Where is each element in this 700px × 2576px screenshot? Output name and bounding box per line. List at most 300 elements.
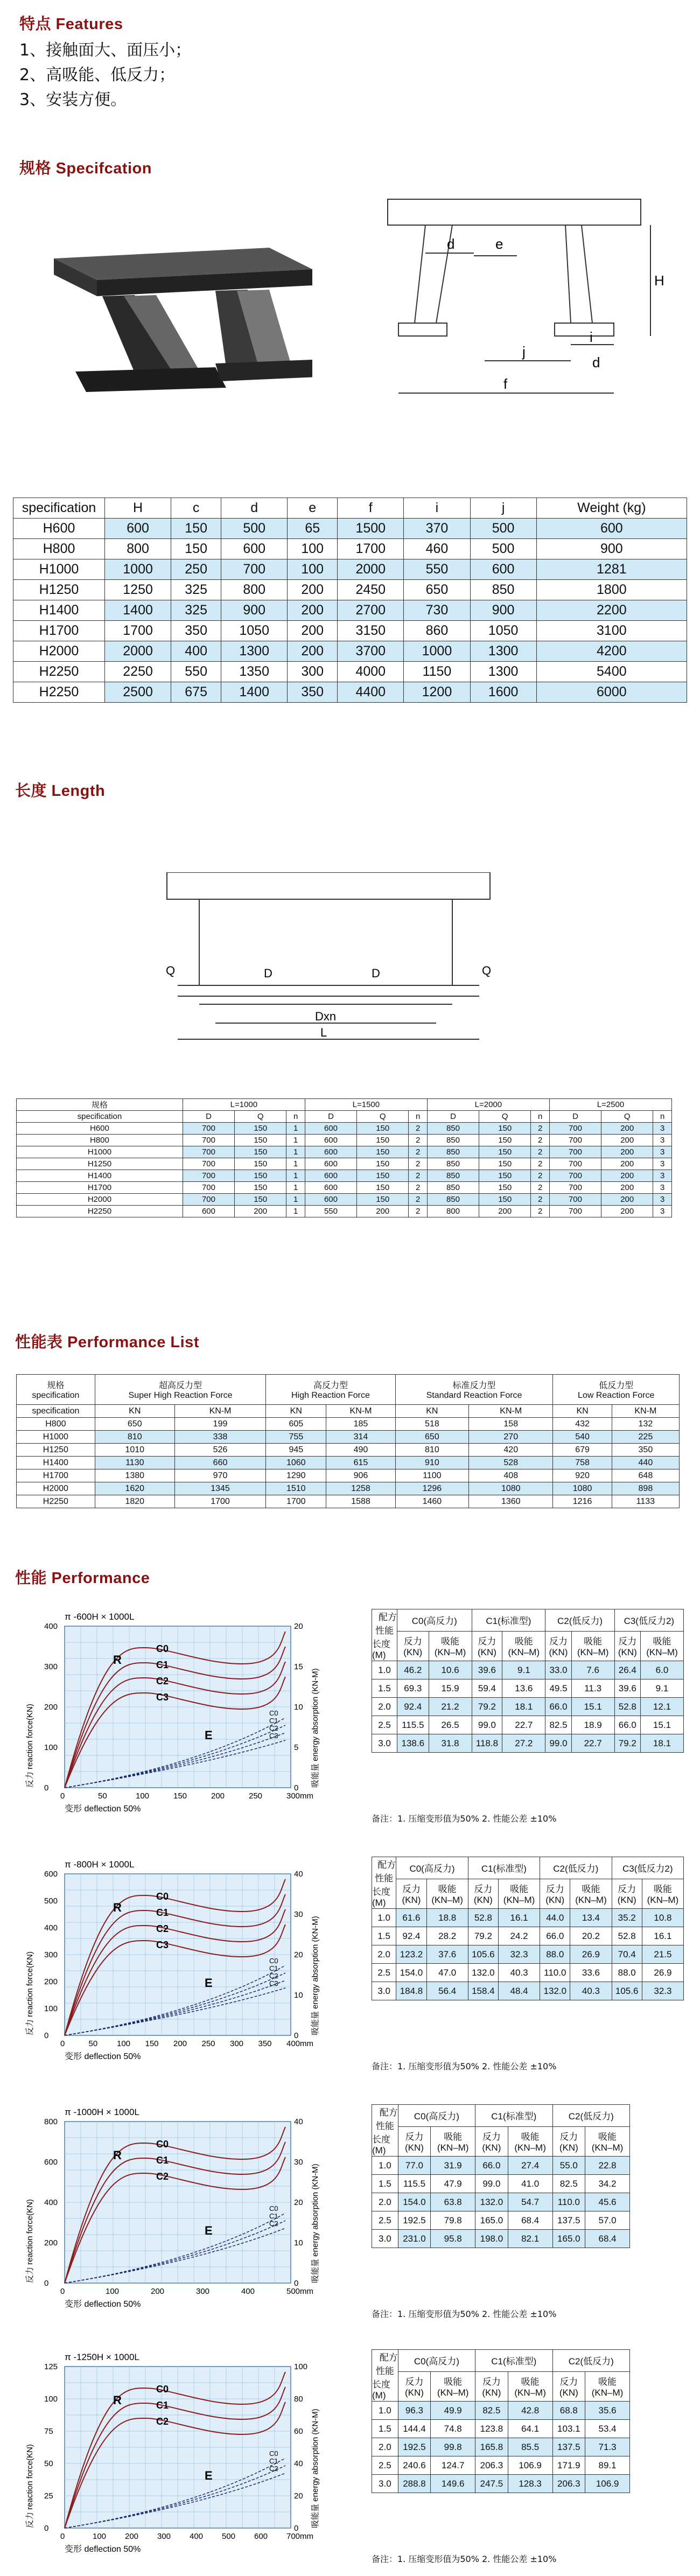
perf-cell: 615 — [326, 1457, 395, 1469]
ptbl-cell: 171.9 — [552, 2456, 585, 2475]
perf-cell: H1700 — [17, 1469, 95, 1482]
ptbl-cell: 138.6 — [397, 1734, 429, 1753]
chart-y-tick: 50 — [44, 2459, 53, 2468]
chart-y-tick: 300 — [44, 1662, 58, 1671]
ptbl-cell: 39.6 — [614, 1679, 640, 1698]
ptbl-cell: 128.3 — [508, 2475, 552, 2493]
energy-curve-label: C2 — [269, 1724, 278, 1732]
length-cell: 700 — [183, 1194, 234, 1206]
spec-cell: 100 — [288, 559, 338, 580]
ptbl-cell: 158.4 — [468, 1982, 498, 2000]
spec-cell: H2000 — [13, 641, 105, 662]
ptbl-ea-header: 吸能 (KN–M) — [508, 2371, 552, 2401]
length-cell: 1 — [286, 1170, 305, 1182]
spec-cell: 1050 — [470, 621, 536, 641]
spec-cell: 1700 — [105, 621, 171, 641]
curve-label: C0 — [156, 2384, 169, 2395]
ptbl-ea-header: 吸能 (KN–M) — [585, 2126, 630, 2156]
ptbl-cell: 95.8 — [431, 2230, 475, 2248]
ptbl-cell: 42.8 — [508, 2402, 552, 2420]
spec-cell: 350 — [171, 621, 221, 641]
ptbl-ea-header: 吸能 (KN–M) — [431, 2371, 475, 2401]
length-cell: 700 — [183, 1146, 234, 1158]
length-cell: 150 — [235, 1158, 286, 1170]
spec-cell: 370 — [404, 519, 470, 539]
ptbl-cell: 110.0 — [540, 1964, 570, 1982]
energy-curve-label: C0 — [269, 1709, 278, 1717]
ptbl-row — [372, 2175, 630, 2193]
spec-cell: 900 — [221, 600, 288, 621]
ptbl-ea-header: 吸能 (KN–M) — [642, 1879, 683, 1908]
perf-sub-col: KN — [95, 1405, 174, 1418]
length-cell: 3 — [653, 1123, 672, 1135]
ptbl-cell: 79.2 — [614, 1734, 640, 1753]
ptbl-rf-header: 反力 (KN) — [540, 1879, 570, 1908]
chart-x-tick: 150 — [145, 2039, 159, 2048]
ptbl-cell: 184.8 — [396, 1982, 426, 2000]
ptbl-cell: 192.5 — [398, 2211, 431, 2230]
ptbl-cell: 82.5 — [475, 2402, 508, 2420]
chart-y2-tick: 30 — [294, 2158, 303, 2167]
ptbl-rf-header: 反力 (KN) — [468, 1879, 498, 1908]
length-cell: 200 — [235, 1206, 286, 1217]
perf-list-title: 性能表 Performance List — [15, 1334, 199, 1351]
ptbl-rf-header: 反力 (KN) — [612, 1879, 642, 1908]
spec-col-header: e — [288, 498, 338, 519]
length-top-header — [17, 1099, 672, 1111]
length-cell: 3 — [653, 1146, 672, 1158]
chart-y2-tick: 0 — [294, 1783, 299, 1793]
ptbl-ea-header: 吸能 (KN–M) — [571, 1631, 614, 1661]
spec-cell: 2700 — [338, 600, 404, 621]
chart-y2-tick: 10 — [294, 2238, 303, 2248]
perf-cell: 1290 — [266, 1469, 326, 1482]
spec-cell: 1200 — [404, 682, 470, 703]
chart-x-tick: 0 — [60, 2532, 65, 2541]
ptbl-cell: 22.8 — [585, 2157, 630, 2175]
chart-x-tick: 500mm — [286, 2287, 314, 2296]
length-cell: 200 — [601, 1170, 653, 1182]
chart-x-tick: 0 — [60, 2287, 65, 2296]
perf-cell: 1100 — [395, 1469, 468, 1482]
perf-list-table — [16, 1374, 680, 1508]
ptbl-rf-header: 反力 (KN) — [398, 2371, 431, 2401]
length-cell: 1 — [286, 1123, 305, 1135]
ptbl-cell: 206.3 — [475, 2456, 508, 2475]
length-cell: 150 — [357, 1182, 409, 1194]
ptbl-compound-header: C1(标准型) — [472, 1609, 545, 1632]
length-sub-col: Q — [357, 1111, 409, 1123]
chart-y-tick: 500 — [44, 1896, 58, 1906]
y2-axis-label: 吸能量 energy absorption (KN-M) — [311, 2164, 320, 2283]
ptbl-cell: 27.4 — [508, 2157, 552, 2175]
perf-cell: 540 — [553, 1431, 612, 1444]
ptbl-sub-row — [372, 1879, 684, 1908]
ptbl-rf-header: 反力 (KN) — [552, 2371, 585, 2401]
ptbl-row — [372, 2211, 630, 2230]
spec-cell: 2250 — [105, 662, 171, 682]
ptbl-cell: 47.9 — [431, 2175, 475, 2193]
ptbl-cell: 92.4 — [396, 1927, 426, 1945]
length-cell: 850 — [427, 1182, 479, 1194]
chart-y2-tick: 40 — [294, 2459, 303, 2468]
y-axis-label: 反力 reaction force(KN) — [25, 1951, 34, 2035]
spec-cell: H800 — [13, 539, 105, 559]
length-cell: 2 — [409, 1170, 428, 1182]
chart-x-tick: 100 — [106, 2287, 120, 2296]
length-cell: 2 — [531, 1170, 550, 1182]
ptbl-row — [372, 1945, 684, 1964]
ptbl-cell: 88.0 — [612, 1964, 642, 1982]
length-cell: 700 — [549, 1206, 601, 1217]
perf-cell: 1700 — [266, 1495, 326, 1508]
ptbl-cell: 15.1 — [640, 1716, 683, 1734]
perf-cell: H800 — [17, 1418, 95, 1431]
spec-cell: 1350 — [221, 662, 288, 682]
perf-cell: H2000 — [17, 1482, 95, 1495]
ptbl-cell: 66.0 — [545, 1698, 571, 1716]
spec-row — [13, 559, 687, 580]
y2-axis-label: 吸能量 energy absorption (KN-M) — [311, 2409, 320, 2528]
length-cell: 700 — [549, 1123, 601, 1135]
perf-sub-col: KN — [553, 1405, 612, 1418]
perf-cell: 1588 — [326, 1495, 395, 1508]
curve-label: C0 — [156, 1643, 169, 1654]
perf-row — [17, 1431, 680, 1444]
perf-cell: 440 — [612, 1457, 679, 1469]
ptbl-cell: 32.3 — [499, 1945, 540, 1964]
length-cell: 150 — [357, 1170, 409, 1182]
ptbl-cell: 41.0 — [508, 2175, 552, 2193]
ptbl-cell: 2.0 — [372, 1698, 397, 1716]
y-axis-label: 反力 reaction force(KN) — [25, 2199, 34, 2283]
length-cell: 200 — [601, 1206, 653, 1217]
length-cell: 2 — [531, 1146, 550, 1158]
energy-curve-label: C0 — [269, 2449, 278, 2458]
spec-row — [13, 580, 687, 600]
spec-cell: 1000 — [404, 641, 470, 662]
ptbl-cell: 18.8 — [426, 1909, 468, 1927]
length-cell: 2 — [409, 1146, 428, 1158]
ptbl-cell: 206.3 — [552, 2475, 585, 2493]
length-cell: 150 — [357, 1123, 409, 1135]
length-cell: 2 — [409, 1194, 428, 1206]
ptbl-cell: 70.4 — [612, 1945, 642, 1964]
ptbl-cell: 1.5 — [372, 1927, 396, 1945]
ptbl-cell: 31.8 — [429, 1734, 472, 1753]
performance-chart — [22, 1605, 345, 1820]
ptbl-corner — [372, 2105, 398, 2157]
length-sub-col: D — [549, 1111, 601, 1123]
ptbl-cell: 57.0 — [585, 2211, 630, 2230]
performance-table — [372, 2349, 630, 2493]
ptbl-corner-text: 配方 — [379, 2353, 398, 2363]
performance-note: 备注：1. 压缩变形值为50% 2. 性能公差 ±10% — [372, 2554, 557, 2564]
ptbl-compound-header: C3(低反力2) — [614, 1609, 683, 1632]
ptbl-cell: 115.5 — [397, 1716, 429, 1734]
ptbl-cell: 32.3 — [642, 1982, 683, 2000]
length-l2500: L=2500 — [549, 1099, 671, 1111]
spec-cell: 1300 — [470, 641, 536, 662]
spec-cell: 650 — [404, 580, 470, 600]
spec-cell: 200 — [288, 621, 338, 641]
perf-cell: 945 — [266, 1444, 326, 1457]
chart-y2-tick: 10 — [294, 1991, 303, 2000]
perf-cell: 679 — [553, 1444, 612, 1457]
spec-col-header: specification — [13, 498, 105, 519]
e-label: E — [205, 1728, 213, 1742]
len-label-d-right: D — [372, 967, 380, 980]
spec-cell: H1700 — [13, 621, 105, 641]
length-cell: 2 — [531, 1194, 550, 1206]
r-label: R — [113, 2148, 122, 2162]
chart-y2-tick: 20 — [294, 2198, 303, 2207]
chart-y-tick: 75 — [44, 2427, 53, 2436]
spec-cell: 200 — [288, 641, 338, 662]
chart-y-tick: 400 — [44, 1622, 58, 1631]
spec-cell: 550 — [171, 662, 221, 682]
e-label: E — [205, 2469, 213, 2482]
chart-y-tick: 125 — [44, 2362, 58, 2371]
length-cell: 200 — [357, 1206, 409, 1217]
length-spec-cn: 规格 — [17, 1099, 183, 1111]
fender-3d-image — [43, 226, 312, 398]
chart-x-tick: 200 — [151, 2287, 165, 2296]
spec-cell: 600 — [536, 519, 687, 539]
ptbl-header-row — [372, 2350, 630, 2372]
ptbl-row — [372, 2456, 630, 2475]
ptbl-corner-text: 性能 — [375, 1873, 394, 1884]
ptbl-cell: 28.2 — [426, 1927, 468, 1945]
ptbl-cell: 85.5 — [508, 2438, 552, 2456]
spec-cell: H600 — [13, 519, 105, 539]
length-cell: 200 — [601, 1182, 653, 1194]
ptbl-header-row — [372, 1609, 684, 1632]
ptbl-cell: 165.0 — [552, 2230, 585, 2248]
ptbl-cell: 240.6 — [398, 2456, 431, 2475]
ptbl-corner-text: 长度 — [372, 2134, 390, 2145]
spec-cell: 1300 — [221, 641, 288, 662]
length-sub-col: n — [286, 1111, 305, 1123]
ptbl-cell: 132.0 — [475, 2193, 508, 2211]
perf-group-high: 高反力型 High Reaction Force — [266, 1375, 395, 1405]
chart-y-tick: 100 — [44, 2395, 58, 2404]
perf-cell: 1360 — [469, 1495, 553, 1508]
spec-cell: 3150 — [338, 621, 404, 641]
ptbl-row — [372, 2193, 630, 2211]
length-cell: 2 — [409, 1206, 428, 1217]
chart-y2-tick: 0 — [294, 2524, 299, 2533]
length-cell: H800 — [17, 1135, 183, 1146]
chart-x-tick: 600 — [254, 2532, 268, 2541]
perf-row — [17, 1457, 680, 1469]
length-cell: 3 — [653, 1170, 672, 1182]
chart-x-tick: 0 — [60, 1791, 65, 1801]
length-cell: 700 — [549, 1158, 601, 1170]
chart-y-tick: 0 — [44, 2031, 49, 2040]
length-sub-col: specification — [17, 1111, 183, 1123]
perf-cell: 225 — [612, 1431, 679, 1444]
length-row — [17, 1194, 672, 1206]
ptbl-compound-header: C0(高反力) — [398, 2350, 475, 2372]
perf-cell: 650 — [95, 1418, 174, 1431]
perf-group-row — [17, 1375, 680, 1405]
length-cell: H2000 — [17, 1194, 183, 1206]
ptbl-cell: 2.0 — [372, 2193, 398, 2211]
ptbl-cell: 46.2 — [397, 1661, 429, 1679]
length-cell: 150 — [479, 1158, 531, 1170]
perf-cell: 755 — [266, 1431, 326, 1444]
ptbl-cell: 35.2 — [612, 1909, 642, 1927]
length-cell: 550 — [305, 1206, 356, 1217]
ptbl-corner-text: (M) — [372, 1898, 386, 1908]
ptbl-cell: 64.1 — [508, 2420, 552, 2438]
spec-row — [13, 539, 687, 559]
chart-y2-tick: 0 — [294, 2031, 299, 2040]
ptbl-cell: 52.8 — [612, 1927, 642, 1945]
spec-col-header: f — [338, 498, 404, 519]
energy-curve-label: C1 — [269, 2457, 278, 2465]
len-label-l: L — [320, 1026, 327, 1039]
length-section — [15, 779, 700, 801]
spec-cell: 1400 — [105, 600, 171, 621]
length-cell: 2 — [531, 1206, 550, 1217]
ptbl-row — [372, 1716, 684, 1734]
length-cell: 150 — [235, 1170, 286, 1182]
chart-y-tick: 600 — [44, 2158, 58, 2167]
length-cell: 2 — [531, 1135, 550, 1146]
spec-row — [13, 682, 687, 703]
ptbl-cell: 105.6 — [612, 1982, 642, 2000]
ptbl-corner — [372, 1857, 396, 1909]
ptbl-rf-header: 反力 (KN) — [552, 2126, 585, 2156]
chart-y-tick: 800 — [44, 2117, 58, 2126]
ptbl-cell: 82.5 — [545, 1716, 571, 1734]
perf-cell: 898 — [612, 1482, 679, 1495]
ptbl-cell: 132.0 — [468, 1964, 498, 1982]
ptbl-cell: 123.8 — [475, 2420, 508, 2438]
length-cell: 600 — [305, 1170, 356, 1182]
feature-item: 3、安装方便。 — [19, 90, 127, 109]
spec-cell: H1000 — [13, 559, 105, 580]
performance-chart — [22, 2345, 345, 2560]
chart-x-tick: 0 — [60, 2039, 65, 2048]
length-sub-header — [17, 1111, 672, 1123]
ptbl-cell: 18.1 — [640, 1734, 683, 1753]
length-cell: 700 — [549, 1194, 601, 1206]
perf-cell: H1250 — [17, 1444, 95, 1457]
spec-cell: 900 — [470, 600, 536, 621]
ptbl-cell: 1.5 — [372, 1679, 397, 1698]
ptbl-cell: 132.0 — [540, 1982, 570, 2000]
perf-sub-col: KN — [395, 1405, 468, 1418]
ptbl-cell: 34.2 — [585, 2175, 630, 2193]
length-cell: 200 — [601, 1158, 653, 1170]
curve-label: C0 — [156, 2139, 169, 2150]
length-cell: 600 — [305, 1194, 356, 1206]
spec-cell: 2450 — [338, 580, 404, 600]
curve-label: C1 — [156, 2400, 169, 2411]
chart-y2-tick: 20 — [294, 1622, 303, 1631]
ptbl-sub-row — [372, 2371, 630, 2401]
spec-cell: 900 — [536, 539, 687, 559]
curve-label: C0 — [156, 1891, 169, 1902]
length-cell: 150 — [479, 1123, 531, 1135]
length-l1000: L=1000 — [183, 1099, 305, 1111]
chart-y-tick: 0 — [44, 1783, 49, 1793]
perf-cell: 528 — [469, 1457, 553, 1469]
length-cell: H1250 — [17, 1158, 183, 1170]
ptbl-sub-row — [372, 1631, 684, 1661]
performance-section — [15, 1566, 700, 1588]
perf-cell: 158 — [469, 1418, 553, 1431]
ptbl-cell: 31.9 — [431, 2157, 475, 2175]
perf-cell: 350 — [612, 1444, 679, 1457]
ptbl-row — [372, 2230, 630, 2248]
length-cell: 2 — [409, 1135, 428, 1146]
perf-cell: 1700 — [174, 1495, 265, 1508]
curve-label: C1 — [156, 2155, 169, 2166]
ptbl-ea-header: 吸能 (KN–M) — [431, 2126, 475, 2156]
ptbl-cell: 77.0 — [398, 2157, 431, 2175]
ptbl-cell: 18.9 — [571, 1716, 614, 1734]
ptbl-cell: 52.8 — [468, 1909, 498, 1927]
ptbl-cell: 79.2 — [472, 1698, 502, 1716]
energy-curve-label: C0 — [269, 1957, 278, 1965]
perf-group-super: 超高反力型 Super High Reaction Force — [95, 1375, 266, 1405]
ptbl-cell: 11.3 — [571, 1679, 614, 1698]
length-sub-col: n — [409, 1111, 428, 1123]
ptbl-cell: 21.2 — [429, 1698, 472, 1716]
ptbl-cell: 118.8 — [472, 1734, 502, 1753]
chart-title: π -1000H × 1000L — [65, 2107, 139, 2117]
perf-cell: 1060 — [266, 1457, 326, 1469]
ptbl-row — [372, 1982, 684, 2000]
spec-cell: 800 — [221, 580, 288, 600]
length-cell: H1000 — [17, 1146, 183, 1158]
ptbl-cell: 7.6 — [571, 1661, 614, 1679]
ptbl-cell: 154.0 — [398, 2193, 431, 2211]
perf-cell: 1080 — [553, 1482, 612, 1495]
perf-cell: 526 — [174, 1444, 265, 1457]
length-cell: 150 — [357, 1135, 409, 1146]
spec-cell: 4200 — [536, 641, 687, 662]
ptbl-row — [372, 2420, 630, 2438]
length-cell: 3 — [653, 1158, 672, 1170]
length-cell: 150 — [479, 1170, 531, 1182]
length-cell: 1 — [286, 1135, 305, 1146]
ptbl-cell: 103.1 — [552, 2420, 585, 2438]
feature-item: 1、接触面大、面压小； — [19, 41, 192, 60]
chart-x-tick: 100 — [117, 2039, 131, 2048]
ptbl-compound-header: C0(高反力) — [396, 1857, 468, 1879]
perf-row — [17, 1418, 680, 1431]
x-axis-label: 变形 deflection 50% — [65, 2545, 141, 2554]
perf-cell: 490 — [326, 1444, 395, 1457]
ptbl-cell: 16.1 — [642, 1927, 683, 1945]
perf-cell: 1380 — [95, 1469, 174, 1482]
length-cell: 150 — [235, 1135, 286, 1146]
ptbl-corner — [372, 2350, 398, 2402]
spec-cell: 800 — [105, 539, 171, 559]
ptbl-cell: 27.2 — [502, 1734, 545, 1753]
spec-cell: 2500 — [105, 682, 171, 703]
ptbl-cell: 47.0 — [426, 1964, 468, 1982]
chart-y-tick: 0 — [44, 2279, 49, 2288]
ptbl-rf-header: 反力 (KN) — [545, 1631, 571, 1661]
length-cell: 800 — [427, 1206, 479, 1217]
chart-x-tick: 700mm — [286, 2532, 314, 2541]
